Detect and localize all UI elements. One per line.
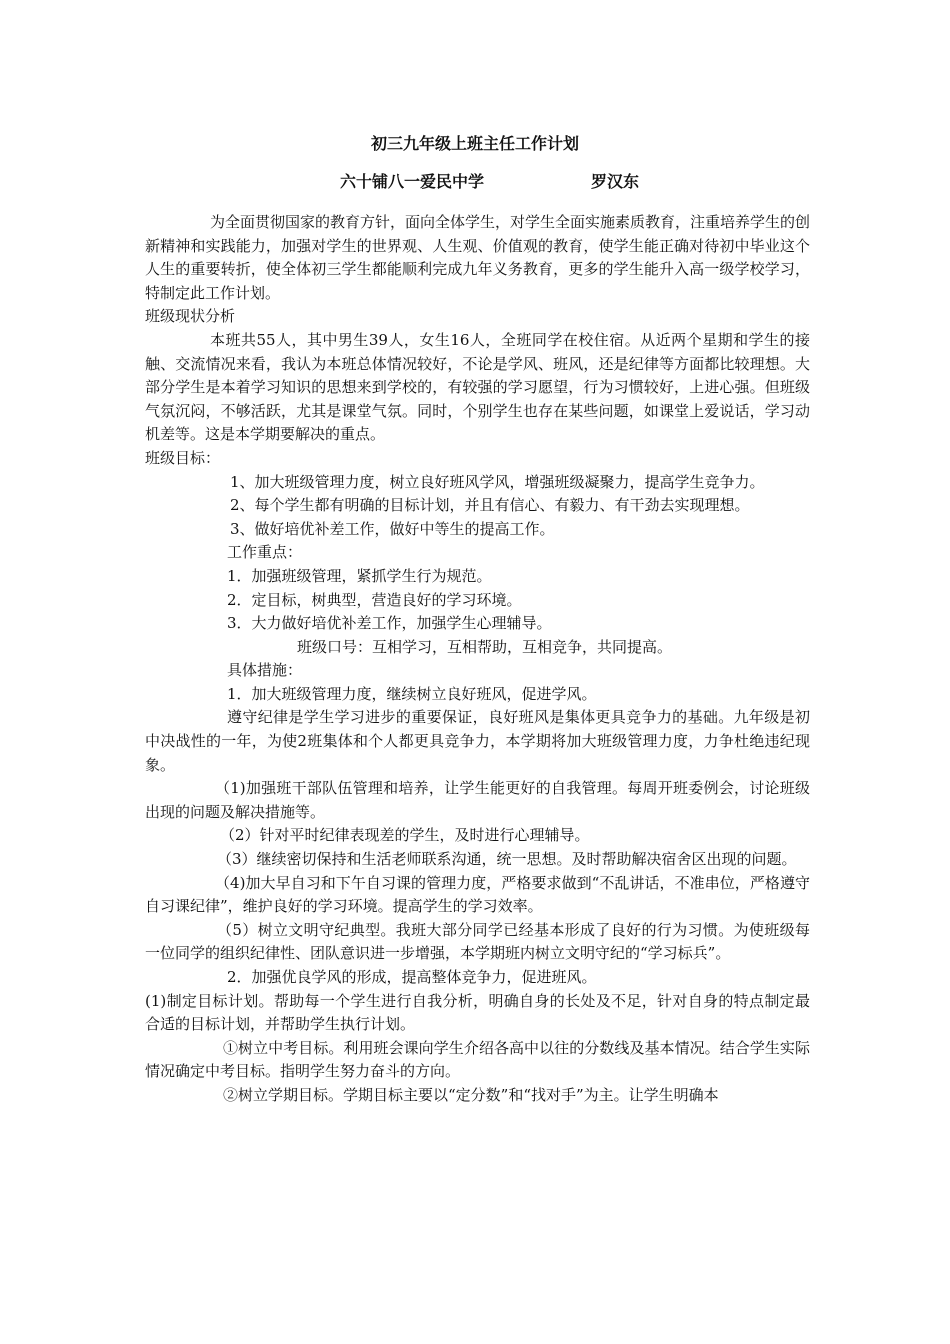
goal-item: 2、每个学生都有明确的目标计划，并且有信心、有毅力、有干劲去实现理想。 xyxy=(230,496,750,515)
measure-sub-item: （3）继续密切保持和生活老师联系沟通，统一思想。及时帮助解决宿舍区出现的问题。 xyxy=(217,850,797,869)
document-title: 初三九年级上班主任工作计划 xyxy=(370,134,579,153)
section-heading-measures: 具体措施： xyxy=(227,661,303,680)
measure-heading: 1．加大班级管理力度，继续树立良好班风，促进学风。 xyxy=(227,684,597,703)
goal-item: 3、做好培优补差工作，做好中等生的提高工作。 xyxy=(230,519,555,538)
measure-paragraph: 遵守纪律是学生学习进步的重要保证，良好班风是集体更具竞争力的基础。九年级是初中决战性的一年，为使2班集体和个人都更具竞争力，本学期将加大班级管理力度，力争杜绝违纪现象。 xyxy=(145,708,810,774)
measure-sub-item: （4)加大早自习和下午自习课的管理力度，严格要求做到“不乱讲话，不准串位，严格遵守自习课纪律”，维护良好的学习环境。提高学生的学习效率。 xyxy=(145,873,810,916)
focus-item: 3．大力做好培优补差工作，加强学生心理辅导。 xyxy=(227,614,552,633)
focus-item: 1．加强班级管理，紧抓学生行为规范。 xyxy=(227,566,492,585)
section-heading-focus: 工作重点： xyxy=(227,543,303,562)
focus-item: 2．定目标，树典型，营造良好的学习环境。 xyxy=(227,590,522,609)
class-slogan: 班级口号：互相学习，互相帮助，互相竞争，共同提高。 xyxy=(297,637,673,656)
measure-circled-item: ①树立中考目标。利用班会课向学生介绍各高中以往的分数线及基本情况。结合学生实际情况确定中考目标。指明学生努力奋斗的方向。 xyxy=(145,1038,810,1081)
measure-heading: 2．加强优良学风的形成，提高整体竞争力，促进班风。 xyxy=(227,968,597,986)
measure-sub-item: （1)加强班干部队伍管理和培养，让学生能更好的自我管理。每周开班委例会，讨论班级出现的问题及解决措施等。 xyxy=(145,779,810,821)
measure-circled-item: ②树立学期目标。学期目标主要以“定分数”和“找对手”为主。让学生明确本 xyxy=(223,1085,719,1104)
measure-sub-item: （5）树立文明守纪典型。我班大部分同学已经基本形成了良好的行为习惯。为使班级每一位同学的组织纪律性、团队意识进一步增强，本学期班内树立文明守纪的“学习标兵”。 xyxy=(145,920,810,963)
section-heading-status: 班级现状分析 xyxy=(145,307,236,326)
goal-item: 1、加大班级管理力度，树立良好班风学风，增强班级凝聚力，提高学生竞争力。 xyxy=(230,472,765,491)
status-paragraph: 本班共55人，其中男生39人，女生16人，全班同学在校住宿。从近两个星期和学生的接触、交流情况来看，我认为本班总体情况较好，不论是学风、班风，还是纪律等方面都比较理想。大部分学生是本着学习知识的思想来到学校的，有较强的学习愿望，行为习惯较好，上进心强。但班级气氛沉闷，不够活跃，尤其是课堂气氛。同时，个别学生也存在某些问题，如课堂上爱说话，学习动机差等。这是本学期要解决的重点。 xyxy=(145,330,810,444)
section-heading-goals: 班级目标： xyxy=(145,448,221,467)
measure-sub-item: (1)制定目标计划。帮助每一个学生进行自我分析，明确自身的长处及不足，针对自身的特点制定最合适的目标计划，并帮助学生执行计划。 xyxy=(145,991,810,1034)
school-name: 六十铺八一爱民中学 xyxy=(340,172,485,191)
measure-sub-item: （2）针对平时纪律表现差的学生，及时进行心理辅导。 xyxy=(220,826,590,845)
document-body xyxy=(145,211,810,1108)
author-name: 罗汉东 xyxy=(591,172,640,191)
intro-paragraph: 为全面贯彻国家的教育方针，面向全体学生，对学生全面实施素质教育，注重培养学生的创新精神和实践能力，加强对学生的世界观、人生观、价值观的教育，使学生能正确对待初中毕业这个人生的重要转折，使全体初三学生都能顺利完成九年义务教育，更多的学生能升入高一级学校学习，特制定此工作计划。 xyxy=(145,213,811,302)
